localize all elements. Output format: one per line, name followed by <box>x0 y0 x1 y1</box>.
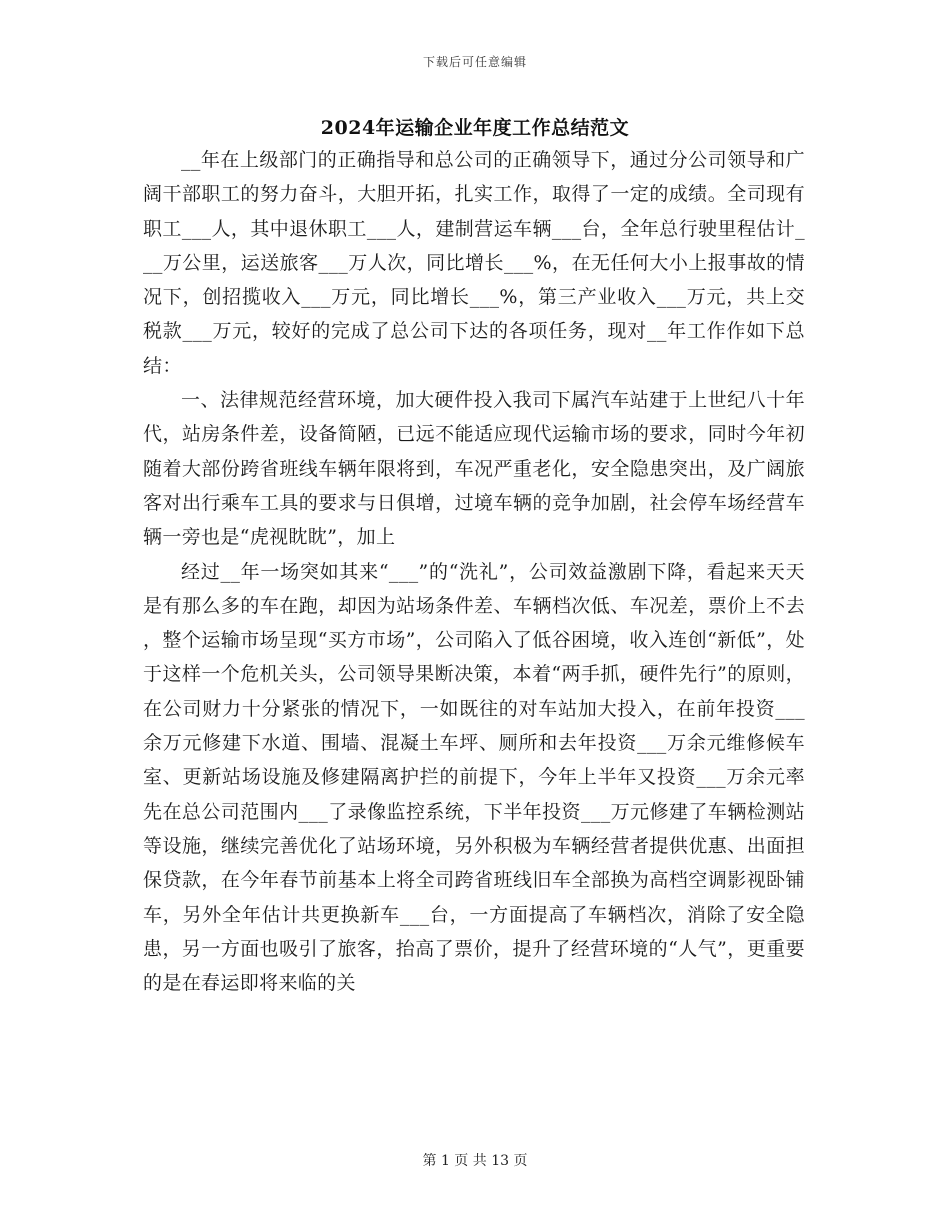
paragraph-continuation: 经过__年一场突如其来“___”的“洗礼”，公司效益激剧下降，看起来天天是有那么多的车在跑，却因为站场条件差、车辆档次低、车况差，票价上不去，整个运输市场呈现“买方市场”，公司陷入了低谷困境，收入连创“新低”，处于这样一个危机关头，公司领导果断决策，本着“两手抓，硬件先行”的原则，在公司财力十分紧张的情况下，一如既往的对车站加大投入，在前年投资___余万元修建下水道、围墙、混凝土车坪、厕所和去年投资___万余元维修候车室、更新站场设施及修建隔离护拦的前提下，今年上半年又投资___万余元率先在总公司范围内___了录像监控系统，下半年投资___万元修建了车辆检测站等设施，继续完善优化了站场环境，另外积极为车辆经营者提供优惠、出面担保贷款，在今年春节前基本上将全司跨省班线旧车全部换为高档空调影视卧铺车，另外全年估计共更换新车___台，一方面提高了车辆档次，消除了安全隐患，另一方面也吸引了旅客，抬高了票价，提升了经营环境的“人气”，更重要的是在春运即将来临的关 <box>143 560 805 995</box>
header-note: 下载后可任意编辑 <box>422 55 527 69</box>
paragraph-intro: __年在上级部门的正确指导和总公司的正确领导下，通过分公司领导和广阔干部职工的努力奋斗，大胆开拓，扎实工作，取得了一定的成绩。全司现有职工___人，其中退休职工___人，建制营运车辆___台，全年总行驶里程估计___万公里，运送旅客___万人次，同比增长___%，在无任何大小上报事故的情况下，创招揽收入___万元，同比增长___%，第三产业收入___万元，共上交税款___万元，较好的完成了总公司下达的各项任务，现对__年工作作如下总结： <box>143 149 805 377</box>
document-title: 2024年运输企业年度工作总结范文 <box>320 117 630 139</box>
paragraph-section-one: 一、法律规范经营环境，加大硬件投入我司下属汽车站建于上世纪八十年代，站房条件差，设备简陋，已远不能适应现代运输市场的要求，同时今年初随着大部份跨省班线车辆年限将到，车况严重老化，安全隐患突出，及广阔旅客对出行乘车工具的要求与日俱增，过境车辆的竞争加剧，社会停车场经营车辆一旁也是“虎视眈眈”，加上 <box>143 389 805 549</box>
document-body <box>143 143 805 1000</box>
page-number-footer: 第 1 页 共 13 页 <box>422 1153 528 1169</box>
